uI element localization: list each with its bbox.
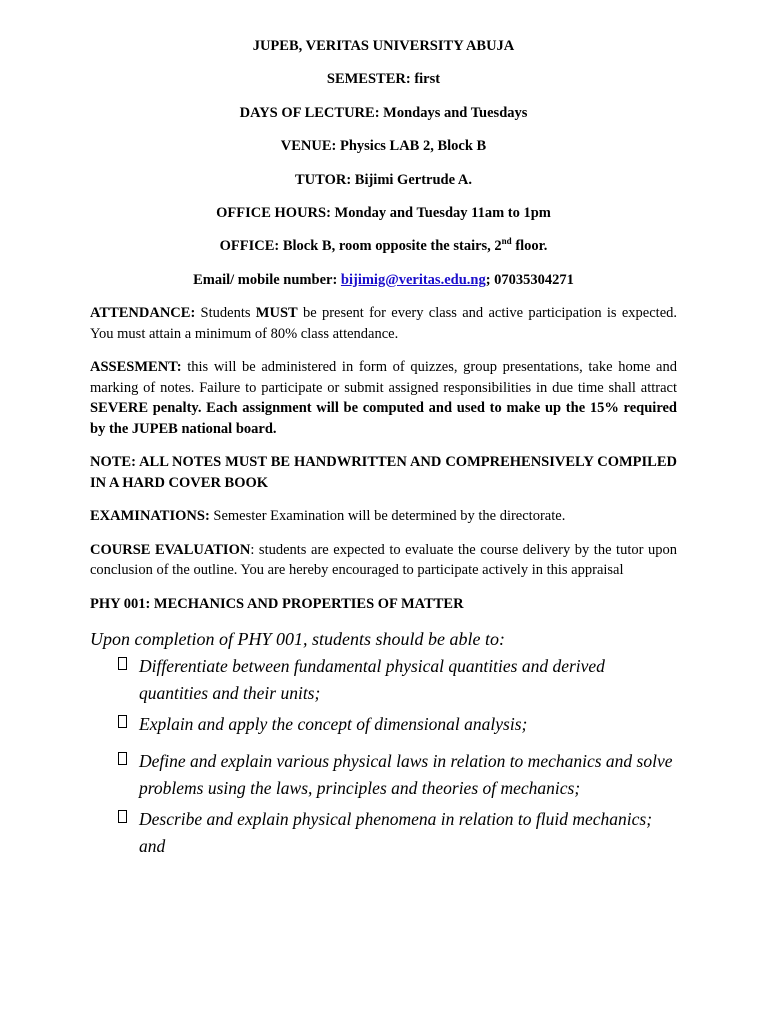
office-floor-text: floor. bbox=[511, 238, 548, 255]
outcome-text: Explain and apply the concept of dimensional analysis; bbox=[139, 713, 528, 734]
assessment-label: ASSESMENT: bbox=[90, 359, 182, 376]
office-ordinal-suffix: nd bbox=[501, 236, 512, 247]
office-text: OFFICE: Block B, room opposite the stairs, 2 bbox=[219, 238, 502, 255]
assessment-paragraph bbox=[90, 357, 677, 439]
missing-glyph-box-icon bbox=[118, 810, 127, 823]
lecture-days-line: DAYS OF LECTURE: Mondays and Tuesdays bbox=[239, 104, 528, 121]
outcome-text: Differentiate between fundamental physical quantities and derived quantities and their units; bbox=[139, 655, 605, 703]
assessment-text: this will be administered in form of quizzes, group presentations, take home and marking of notes. Failure to participate or submit assigned responsibilities in due time shall attract bbox=[90, 359, 677, 396]
office-line bbox=[90, 236, 677, 256]
course-title: PHY 001: MECHANICS AND PROPERTIES OF MATTER bbox=[90, 595, 464, 612]
attendance-text-post: be present for every class and active participation is expected. You must attain a minimum of 80% class attendance. bbox=[90, 305, 678, 342]
office-hours-line: OFFICE HOURS: Monday and Tuesday 11am to 1pm bbox=[216, 204, 551, 221]
email-label: Email/ mobile number: bbox=[193, 271, 341, 288]
outcomes-list bbox=[90, 653, 677, 860]
institution-title: JUPEB, VERITAS UNIVERSITY ABUJA bbox=[252, 38, 515, 54]
course-evaluation-label: COURSE EVALUATION bbox=[90, 541, 251, 558]
list-item bbox=[90, 653, 677, 707]
venue-line: VENUE: Physics LAB 2, Block B bbox=[280, 138, 487, 155]
examinations-text: Semester Examination will be determined by the directorate. bbox=[209, 508, 566, 525]
note-paragraph: NOTE: ALL NOTES MUST BE HANDWRITTEN AND COMPREHENSIVELY COMPILED IN A HARD COVER BOOK bbox=[90, 454, 677, 491]
semester-line: SEMESTER: first bbox=[326, 71, 441, 88]
missing-glyph-box-icon bbox=[118, 657, 127, 670]
attendance-paragraph bbox=[90, 303, 677, 344]
contact-line bbox=[90, 270, 677, 290]
outcomes-intro: Upon completion of PHY 001, students should be able to: bbox=[90, 628, 505, 649]
outcome-text: Define and explain various physical laws in relation to mechanics and solve problems using the laws, principles and theories of mechanics; bbox=[139, 750, 673, 798]
assessment-penalty-text: SEVERE penalty. Each assignment will be computed and used to make up the 15% required by the JUPEB national board. bbox=[90, 400, 677, 437]
examinations-paragraph bbox=[90, 506, 677, 527]
document-page bbox=[90, 36, 677, 864]
missing-glyph-box-icon bbox=[118, 752, 127, 765]
outcome-text: Describe and explain physical phenomena in relation to fluid mechanics; and bbox=[139, 808, 653, 856]
examinations-label: EXAMINATIONS: bbox=[90, 508, 210, 525]
list-item bbox=[90, 711, 677, 738]
missing-glyph-box-icon bbox=[118, 715, 127, 728]
list-item bbox=[90, 806, 677, 860]
attendance-must: MUST bbox=[255, 305, 298, 322]
email-link[interactable]: bijimig@veritas.edu.ng bbox=[340, 271, 486, 288]
attendance-text-pre: Students bbox=[195, 305, 256, 322]
phone-number: ; 07035304271 bbox=[485, 271, 574, 288]
course-evaluation-text: : students are expected to evaluate the course delivery by the tutor upon conclusion of the outline. You are hereby encouraged to participate actively in this appraisal bbox=[90, 541, 678, 579]
tutor-line: TUTOR: Bijimi Gertrude A. bbox=[295, 171, 472, 188]
course-evaluation-paragraph bbox=[90, 540, 677, 581]
attendance-label: ATTENDANCE: bbox=[90, 305, 196, 322]
list-item bbox=[90, 748, 677, 802]
